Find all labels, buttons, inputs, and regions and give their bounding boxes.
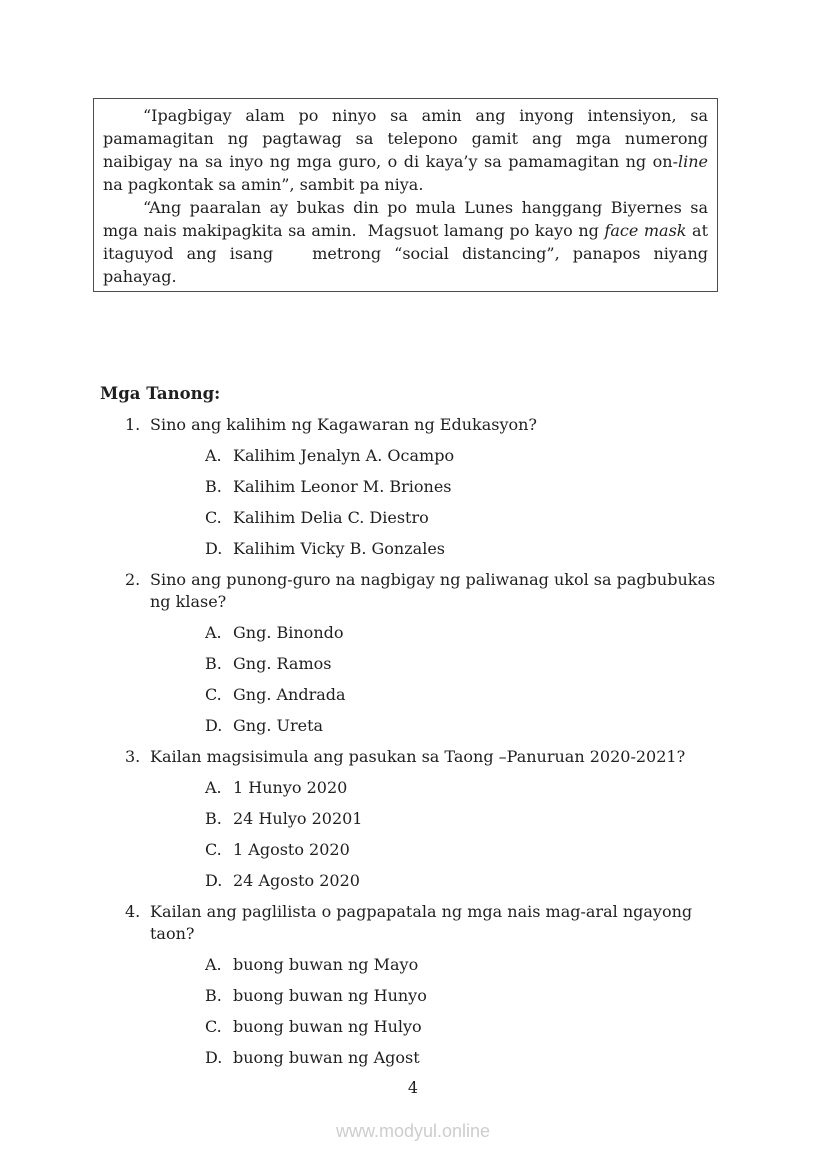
question-3-options [205, 777, 726, 892]
question-1 [125, 414, 726, 560]
option-letter: A. [205, 446, 222, 465]
option-b [205, 653, 726, 675]
option-text: 1 Agosto 2020 [233, 840, 350, 859]
question-number: 2. [125, 570, 141, 589]
option-letter: D. [205, 539, 223, 558]
option-a [205, 622, 726, 644]
option-text: buong buwan ng Agost [233, 1048, 420, 1067]
option-c [205, 1016, 726, 1038]
option-text: Kalihim Vicky B. Gonzales [233, 539, 445, 558]
option-text: Gng. Ureta [233, 716, 324, 735]
option-text: 24 Agosto 2020 [233, 871, 360, 890]
question-number: 1. [125, 415, 141, 434]
option-a [205, 954, 726, 976]
option-text: buong buwan ng Hulyo [233, 1017, 422, 1036]
option-b [205, 476, 726, 498]
question-text: Sino ang punong-guro na nagbigay ng paliwanag ukol sa pagbubukas ng klase? [150, 570, 716, 611]
question-text: Kailan magsisimula ang pasukan sa Taong –Panuruan 2020-2021? [150, 747, 686, 766]
option-text: 1 Hunyo 2020 [233, 778, 348, 797]
option-b [205, 985, 726, 1007]
quote-p2-text: “Ang paaralan ay bukas din po mula Lunes hanggang Biyernes sa mga nais makipagkita sa amin. Magsuot lamang po kayo ng [103, 198, 708, 240]
question-3-row [125, 746, 726, 768]
quote-p1-text: “Ipagbigay alam po ninyo sa amin ang inyong intensiyon, sa pamamagitan ng pagtawag sa telepono gamit ang mga numerong naibigay na sa inyo ng mga guro, o di kaya’y sa pamamagitan ng on- [103, 106, 708, 171]
quote-p1-text-end: na pagkontak sa amin”, sambit pa niya. [103, 175, 424, 194]
option-a [205, 777, 726, 799]
option-letter: C. [205, 508, 222, 527]
question-4-options [205, 954, 726, 1069]
option-letter: C. [205, 1017, 222, 1036]
option-text: Gng. Andrada [233, 685, 346, 704]
option-text: buong buwan ng Hunyo [233, 986, 427, 1005]
question-1-options [205, 445, 726, 560]
quote-box [93, 98, 718, 292]
quote-p2-italic: face mask [604, 221, 687, 240]
option-letter: C. [205, 840, 222, 859]
question-2-row [125, 569, 726, 613]
option-letter: A. [205, 955, 222, 974]
option-text: Gng. Binondo [233, 623, 344, 642]
option-d [205, 715, 726, 737]
option-letter: A. [205, 778, 222, 797]
watermark: www.modyul.online [335, 1121, 491, 1141]
question-number: 4. [125, 902, 141, 921]
quote-p2-text-end: at itaguyod ang isang metrong “social distancing”, panapos niyang pahayag. [103, 221, 708, 286]
option-d [205, 870, 726, 892]
option-d [205, 1047, 726, 1069]
option-a [205, 445, 726, 467]
option-letter: B. [205, 809, 222, 828]
question-number: 3. [125, 747, 141, 766]
option-letter: D. [205, 716, 223, 735]
questions-heading: Mga Tanong: [100, 384, 221, 403]
option-c [205, 839, 726, 861]
question-2 [125, 569, 726, 737]
option-text: Kalihim Leonor M. Briones [233, 477, 452, 496]
option-text: Kalihim Delia C. Diestro [233, 508, 429, 527]
option-text: 24 Hulyo 20201 [233, 809, 363, 828]
option-c [205, 684, 726, 706]
question-4-row [125, 901, 726, 945]
question-1-row [125, 414, 726, 436]
quote-paragraph-2 [103, 196, 708, 288]
option-letter: A. [205, 623, 222, 642]
option-letter: D. [205, 1048, 223, 1067]
question-2-options [205, 622, 726, 737]
option-text: Kalihim Jenalyn A. Ocampo [233, 446, 455, 465]
option-d [205, 538, 726, 560]
option-letter: D. [205, 871, 223, 890]
option-letter: B. [205, 654, 222, 673]
option-letter: B. [205, 477, 222, 496]
question-text: Kailan ang paglilista o pagpapatala ng mga nais mag-aral ngayong taon? [150, 902, 693, 943]
question-4 [125, 901, 726, 1069]
option-c [205, 507, 726, 529]
option-letter: C. [205, 685, 222, 704]
quote-p1-italic: line [677, 152, 708, 171]
page-number: 4 [407, 1078, 419, 1097]
quote-paragraph-1 [103, 104, 708, 196]
question-text: Sino ang kalihim ng Kagawaran ng Edukasyon? [150, 415, 537, 434]
option-letter: B. [205, 986, 222, 1005]
option-b [205, 808, 726, 830]
question-3 [125, 746, 726, 892]
option-text: Gng. Ramos [233, 654, 332, 673]
option-text: buong buwan ng Mayo [233, 955, 419, 974]
questions-section [100, 383, 726, 1078]
